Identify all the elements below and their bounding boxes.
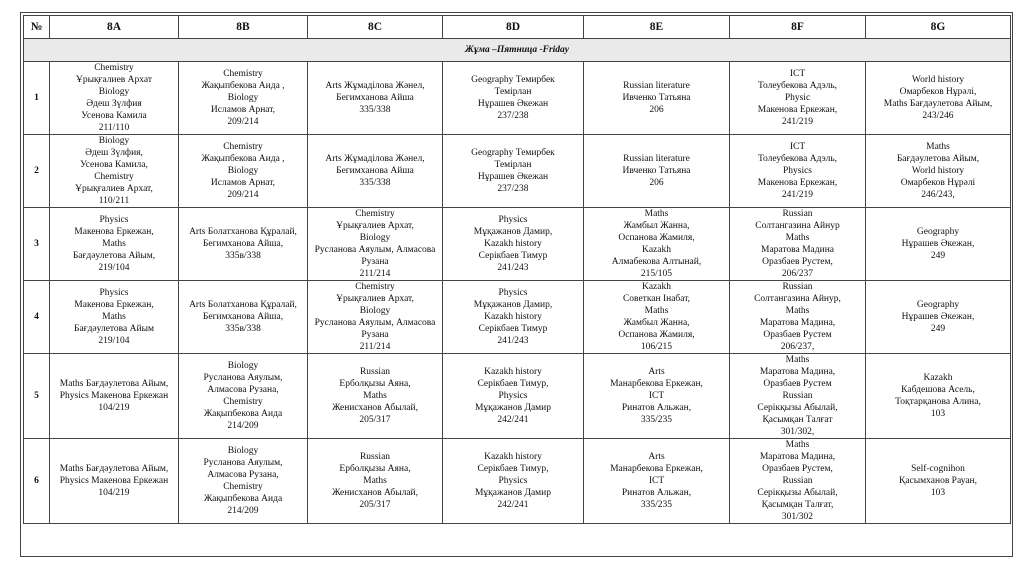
lesson-line: Biology [359,233,391,243]
lesson-cell [179,62,308,135]
lesson-cell [308,281,443,354]
lesson-line: Жамбыл Жанна, [623,318,690,328]
lesson-line: 241/243 [497,263,529,273]
lesson-line: 214/209 [227,421,259,431]
lesson-cell [179,354,308,439]
lesson-line: Оразбаев Рустем [763,379,832,389]
lesson-line: 205/317 [359,500,391,510]
lesson-line: Kazakh [641,245,671,255]
lesson-line: Бағдәулетова Айым, [72,251,156,261]
lesson-line: Әдеш Зүлфия [86,99,142,109]
lesson-line: Ивченко Татьяна [622,166,691,176]
lesson-cell [730,208,866,281]
lesson-line: Бегимханова Айша [336,93,414,103]
lesson-line: Maths [785,233,810,243]
lesson-line: 206/237 [781,269,814,279]
lesson-line: Physic [784,93,811,103]
lesson-line: Исламов Арнат, [210,178,276,188]
lesson-line: Physics [498,476,528,486]
lesson-line: Омарбеков Нұрәлі [900,178,976,188]
lesson-cell [866,281,1011,354]
lesson-line: Ұрықғалиев Архат, [75,184,153,194]
lesson-line: Ерболқызы Аяна, [339,379,411,389]
document-page [20,12,1013,557]
lesson-line: Серікбаев Тимур [478,324,548,334]
lesson-line: Оразбаев Рустем, [762,464,833,474]
lesson-line: Женисханов Абылай, [331,488,419,498]
lesson-line: Ивченко Татьяна [622,93,691,103]
lesson-line: Советкан Інабат, [622,294,691,304]
lesson-line: Physics [498,215,528,225]
lesson-line: Нұрашев Әкежан [477,99,549,109]
lesson-line: Arts [648,367,665,377]
lesson-line: Russian [782,209,813,219]
lesson-cell [730,135,866,208]
lesson-cell [584,281,730,354]
table-row [24,208,1011,281]
lesson-line: Maths [102,239,126,249]
lesson-line: Нұрашев Әкежан, [901,312,975,322]
lesson-number: 4 [24,281,50,354]
lesson-line: 335/235 [640,415,673,425]
lesson-line: Physics Макенова Еркежан [59,391,169,401]
lesson-line: 249 [930,324,946,334]
day-title: Жұма –Пятница -Friday [24,39,1011,62]
lesson-line: Рузана [361,257,389,267]
lesson-line: Женисханов Абылай, [331,403,419,413]
lesson-line: 335/235 [640,500,673,510]
lesson-line: Нұрашев Әкежан, [901,239,975,249]
lesson-cell [50,135,179,208]
lesson-cell [443,354,584,439]
header-class-8a: 8A [50,16,179,39]
lesson-line: Kazakh history [484,367,542,377]
lesson-line: Physics Макенова Еркежан [59,476,169,486]
table-row [24,439,1011,524]
lesson-line: 104/219 [98,403,130,413]
lesson-line: 104/219 [98,488,130,498]
lesson-line: Қасымқан Талғат [762,415,833,425]
lesson-line: Chemistry [223,69,263,79]
lesson-line: Жақыпбекова Аида [203,409,283,419]
lesson-line: Нұрашев Әкежан [477,172,549,182]
lesson-line: Ерболқызы Аяна, [339,464,411,474]
lesson-line: Жақыпбекова Аида [203,494,283,504]
lesson-line: 301/302, [780,427,815,437]
lesson-cell [50,62,179,135]
lesson-line: 103 [930,409,946,419]
lesson-cell [308,135,443,208]
lesson-line: Манарбекова Еркежан, [610,379,703,389]
lesson-line: Солтангазина Айнур, [754,294,841,304]
lesson-cell [866,62,1011,135]
lesson-line: 249 [930,251,946,261]
lesson-line: 205/317 [359,415,391,425]
lesson-line: Maths [785,355,810,365]
lesson-cell [308,62,443,135]
lesson-line: Physics [782,166,813,176]
lesson-line: 206/237, [780,342,815,352]
lesson-line: Кабдешова Асель, [901,385,975,395]
lesson-line: Maths [785,306,810,316]
lesson-line: 242/241 [497,415,529,425]
lesson-line: 206 [649,105,664,115]
lesson-line: 335в/338 [225,324,261,334]
lesson-line: Chemistry [94,63,134,73]
lesson-line: 241/243 [497,336,529,346]
lesson-line: Әдеш Зүлфия, [85,148,143,158]
lesson-line: Russian [359,367,391,377]
lesson-cell [584,62,730,135]
lesson-line: Chemistry [94,172,134,182]
timetable [23,15,1011,524]
lesson-line: 209/214 [227,117,259,127]
lesson-line: Макенова Еркежан, [74,227,154,237]
lesson-line: Biology [98,87,130,97]
day-row [24,39,1011,62]
header-class-8d: 8D [443,16,584,39]
lesson-line: Бегимханова Айша, [202,239,284,249]
lesson-line: Ринатов Альжан, [621,488,692,498]
lesson-cell [730,62,866,135]
lesson-line: ICT [789,69,806,79]
lesson-line: Arts Болатханова Құралай, [189,300,297,310]
lesson-cell [866,354,1011,439]
lesson-line: Қасымханов Рауан, [898,476,978,486]
table-row [24,135,1011,208]
lesson-line: ICT [789,142,806,152]
lesson-line: Жақыпбекова Аида , [201,81,285,91]
lesson-cell [179,439,308,524]
lesson-line: 211/214 [359,269,391,279]
lesson-line: Kazakh history [484,239,542,249]
lesson-cell [308,439,443,524]
lesson-line: Biology [227,361,259,371]
lesson-cell [866,439,1011,524]
lesson-cell [584,208,730,281]
lesson-line: Серікқызы Абылай, [757,488,838,498]
lesson-cell [443,135,584,208]
lesson-line: Russian [782,391,813,401]
lesson-line: Оспанова Жамиля, [618,330,695,340]
lesson-number: 5 [24,354,50,439]
lesson-line: Оразбаев Рустем [763,330,832,340]
lesson-line: Тоқтарқанова Алина, [895,397,981,407]
table-row [24,281,1011,354]
lesson-line: Kazakh [641,282,671,292]
lesson-line: Бегимханова Айша [336,166,414,176]
lesson-line: 237/238 [497,184,529,194]
lesson-line: Biology [227,93,259,103]
lesson-line: Толеубекова Адэль, [757,81,838,91]
lesson-line: Маратова Мадина, [759,367,836,377]
lesson-cell [50,208,179,281]
lesson-line: Маратова Мадина [761,245,834,255]
lesson-line: 211/214 [359,342,391,352]
lesson-line: Physics [99,288,129,298]
lesson-line: Maths Бағдәулетова Айым, [59,464,169,474]
lesson-line: 242/241 [497,500,529,510]
lesson-line: Серікқызы Абылай, [757,403,838,413]
lesson-line: Maths [785,440,810,450]
lesson-line: Серікбаев Тимур, [477,464,549,474]
lesson-line: World history [911,166,965,176]
lesson-line: Chemistry [355,282,395,292]
lesson-line: Алмасова Рузана, [207,385,279,395]
lesson-line: Мұқажанов Дамир, [473,300,553,310]
lesson-cell [443,281,584,354]
lesson-line: 106/215 [640,342,673,352]
lesson-line: 237/238 [497,111,529,121]
lesson-line: Макенова Еркежан, [74,300,154,310]
lesson-cell [50,281,179,354]
table-row [24,62,1011,135]
lesson-line: Жақыпбекова Аида , [201,154,285,164]
lesson-line: 103 [930,488,946,498]
lesson-line: Жамбыл Жанна, [623,221,690,231]
lesson-line: Омарбеков Нұрәлі, [899,87,977,97]
lesson-line: Темірлан [494,160,532,170]
lesson-line: 335/338 [359,105,391,115]
lesson-line: Мұқажанов Дамир, [473,227,553,237]
lesson-line: Рузана [361,330,389,340]
lesson-line: Physics [498,288,528,298]
lesson-line: Geography Темирбек [471,148,555,158]
lesson-line: Chemistry [223,142,263,152]
lesson-cell [584,135,730,208]
header-class-8c: 8C [308,16,443,39]
lesson-line: Қасымқан Талғат, [761,500,834,510]
lesson-line: Arts Болатханова Құралай, [189,227,297,237]
lesson-line: 241/219 [781,190,814,200]
lesson-cell [730,439,866,524]
lesson-line: 110/211 [98,196,130,206]
lesson-line: Arts Жұмаділова Жәнел, [325,81,425,91]
lesson-number: 2 [24,135,50,208]
lesson-line: Physics [99,215,129,225]
header-class-8b: 8B [179,16,308,39]
lesson-cell [179,281,308,354]
lesson-line: ICT [648,476,665,486]
lesson-line: 211/110 [98,123,130,133]
lesson-line: Серікбаев Тимур [478,251,548,261]
lesson-line: Kazakh history [484,452,542,462]
lesson-line: 241/219 [781,117,814,127]
header-class-8f: 8F [730,16,866,39]
lesson-line: 206 [649,178,664,188]
lesson-line: Макенова Еркежан, [757,105,838,115]
lesson-line: Geography Темирбек [471,75,555,85]
lesson-cell [50,354,179,439]
lesson-line: Ұрықғалиев Архат, [336,294,414,304]
lesson-cell [50,439,179,524]
lesson-line: Biology [359,306,391,316]
lesson-line: Усенова Камила, [80,160,148,170]
lesson-line: Russian [782,476,813,486]
lesson-line: Arts [648,452,665,462]
lesson-line: 214/209 [227,506,259,516]
lesson-line: Манарбекова Еркежан, [610,464,703,474]
header-num: № [24,16,50,39]
lesson-cell [179,135,308,208]
lesson-cell [443,439,584,524]
lesson-cell [730,354,866,439]
lesson-cell [443,62,584,135]
lesson-line: 209/214 [227,190,259,200]
lesson-number: 3 [24,208,50,281]
lesson-line: Maths Бағдәулетова Айым, [883,99,993,109]
lesson-cell [584,354,730,439]
lesson-line: Ұрықғалиев Архат, [336,221,414,231]
lesson-line: 301/302 [781,512,814,522]
lesson-line: Biology [98,136,130,146]
lesson-line: Russian literature [623,154,690,164]
lesson-line: 335/338 [359,178,391,188]
lesson-line: Мұқажанов Дамир [474,403,552,413]
lesson-line: Maths [644,209,669,219]
header-class-8g: 8G [866,16,1011,39]
lesson-line: Maths [102,312,126,322]
lesson-line: Maths Бағдәулетова Айым, [59,379,169,389]
lesson-line: 219/104 [98,263,130,273]
lesson-line: Бағдәулетова Айым, [896,154,980,164]
lesson-line: Russian [359,452,391,462]
header-row [24,16,1011,39]
lesson-line: Geography [916,227,960,237]
lesson-cell [866,208,1011,281]
lesson-line: Алмасова Рузана, [207,470,279,480]
lesson-line: Исламов Арнат, [210,105,276,115]
lesson-cell [179,208,308,281]
lesson-line: Maths [926,142,950,152]
lesson-cell [730,281,866,354]
lesson-line: Усенова Камила [81,111,147,121]
lesson-line: Темірлан [494,87,532,97]
lesson-line: Biology [227,446,259,456]
lesson-line: Russian [782,282,813,292]
lesson-number: 6 [24,439,50,524]
lesson-line: Russian literature [623,81,690,91]
lesson-line: Arts Жұмаділова Жәнел, [325,154,425,164]
lesson-line: Толеубекова Адэль, [757,154,838,164]
lesson-cell [308,208,443,281]
lesson-line: Русланова Аяулым, Алмасова [314,318,436,328]
lesson-cell [866,135,1011,208]
lesson-line: 219/104 [98,336,130,346]
lesson-line: Kazakh history [484,312,542,322]
lesson-line: Geography [916,300,960,310]
header-class-8e: 8E [584,16,730,39]
lesson-line: Бегимханова Айша, [202,312,284,322]
lesson-line: Алмабекова Алтынай, [611,257,702,267]
lesson-line: Ұрықғалиев Архат [75,75,153,85]
lesson-line: 215/105 [640,269,673,279]
lesson-number: 1 [24,62,50,135]
lesson-line: Biology [227,166,259,176]
lesson-line: 335в/338 [225,251,261,261]
lesson-line: Chemistry [223,397,263,407]
lesson-line: Бағдәулетова Айым [74,324,154,334]
lesson-line: 246/243, [921,190,955,200]
lesson-line: Мұқажанов Дамир [474,488,552,498]
lesson-line: Maths [363,391,387,401]
lesson-cell [443,208,584,281]
lesson-line: Серікбаев Тимур, [477,379,549,389]
lesson-line: ICT [648,391,665,401]
lesson-line: Маратова Мадина, [759,318,836,328]
lesson-cell [584,439,730,524]
lesson-line: Русланова Аяулым, [203,373,283,383]
lesson-line: Kazakh [923,373,953,383]
lesson-line: 243/246 [922,111,954,121]
lesson-line: Солтангазина Айнур [755,221,840,231]
lesson-line: Chemistry [355,209,395,219]
lesson-line: Maths [363,476,387,486]
lesson-line: Maths [644,306,669,316]
lesson-line: Оразбаев Рустем, [762,257,833,267]
lesson-line: Маратова Мадина, [759,452,836,462]
lesson-line: Русланова Аяулым, Алмасова [314,245,436,255]
lesson-line: Ринатов Альжан, [621,403,692,413]
lesson-line: Оспанова Жамиля, [618,233,695,243]
table-row [24,354,1011,439]
lesson-line: Макенова Еркежан, [757,178,838,188]
lesson-line: Self-cognihon [911,464,965,474]
lesson-line: Русланова Аяулым, [203,458,283,468]
lesson-cell [308,354,443,439]
lesson-line: World history [911,75,965,85]
lesson-line: Physics [498,391,528,401]
lesson-line: Chemistry [223,482,263,492]
